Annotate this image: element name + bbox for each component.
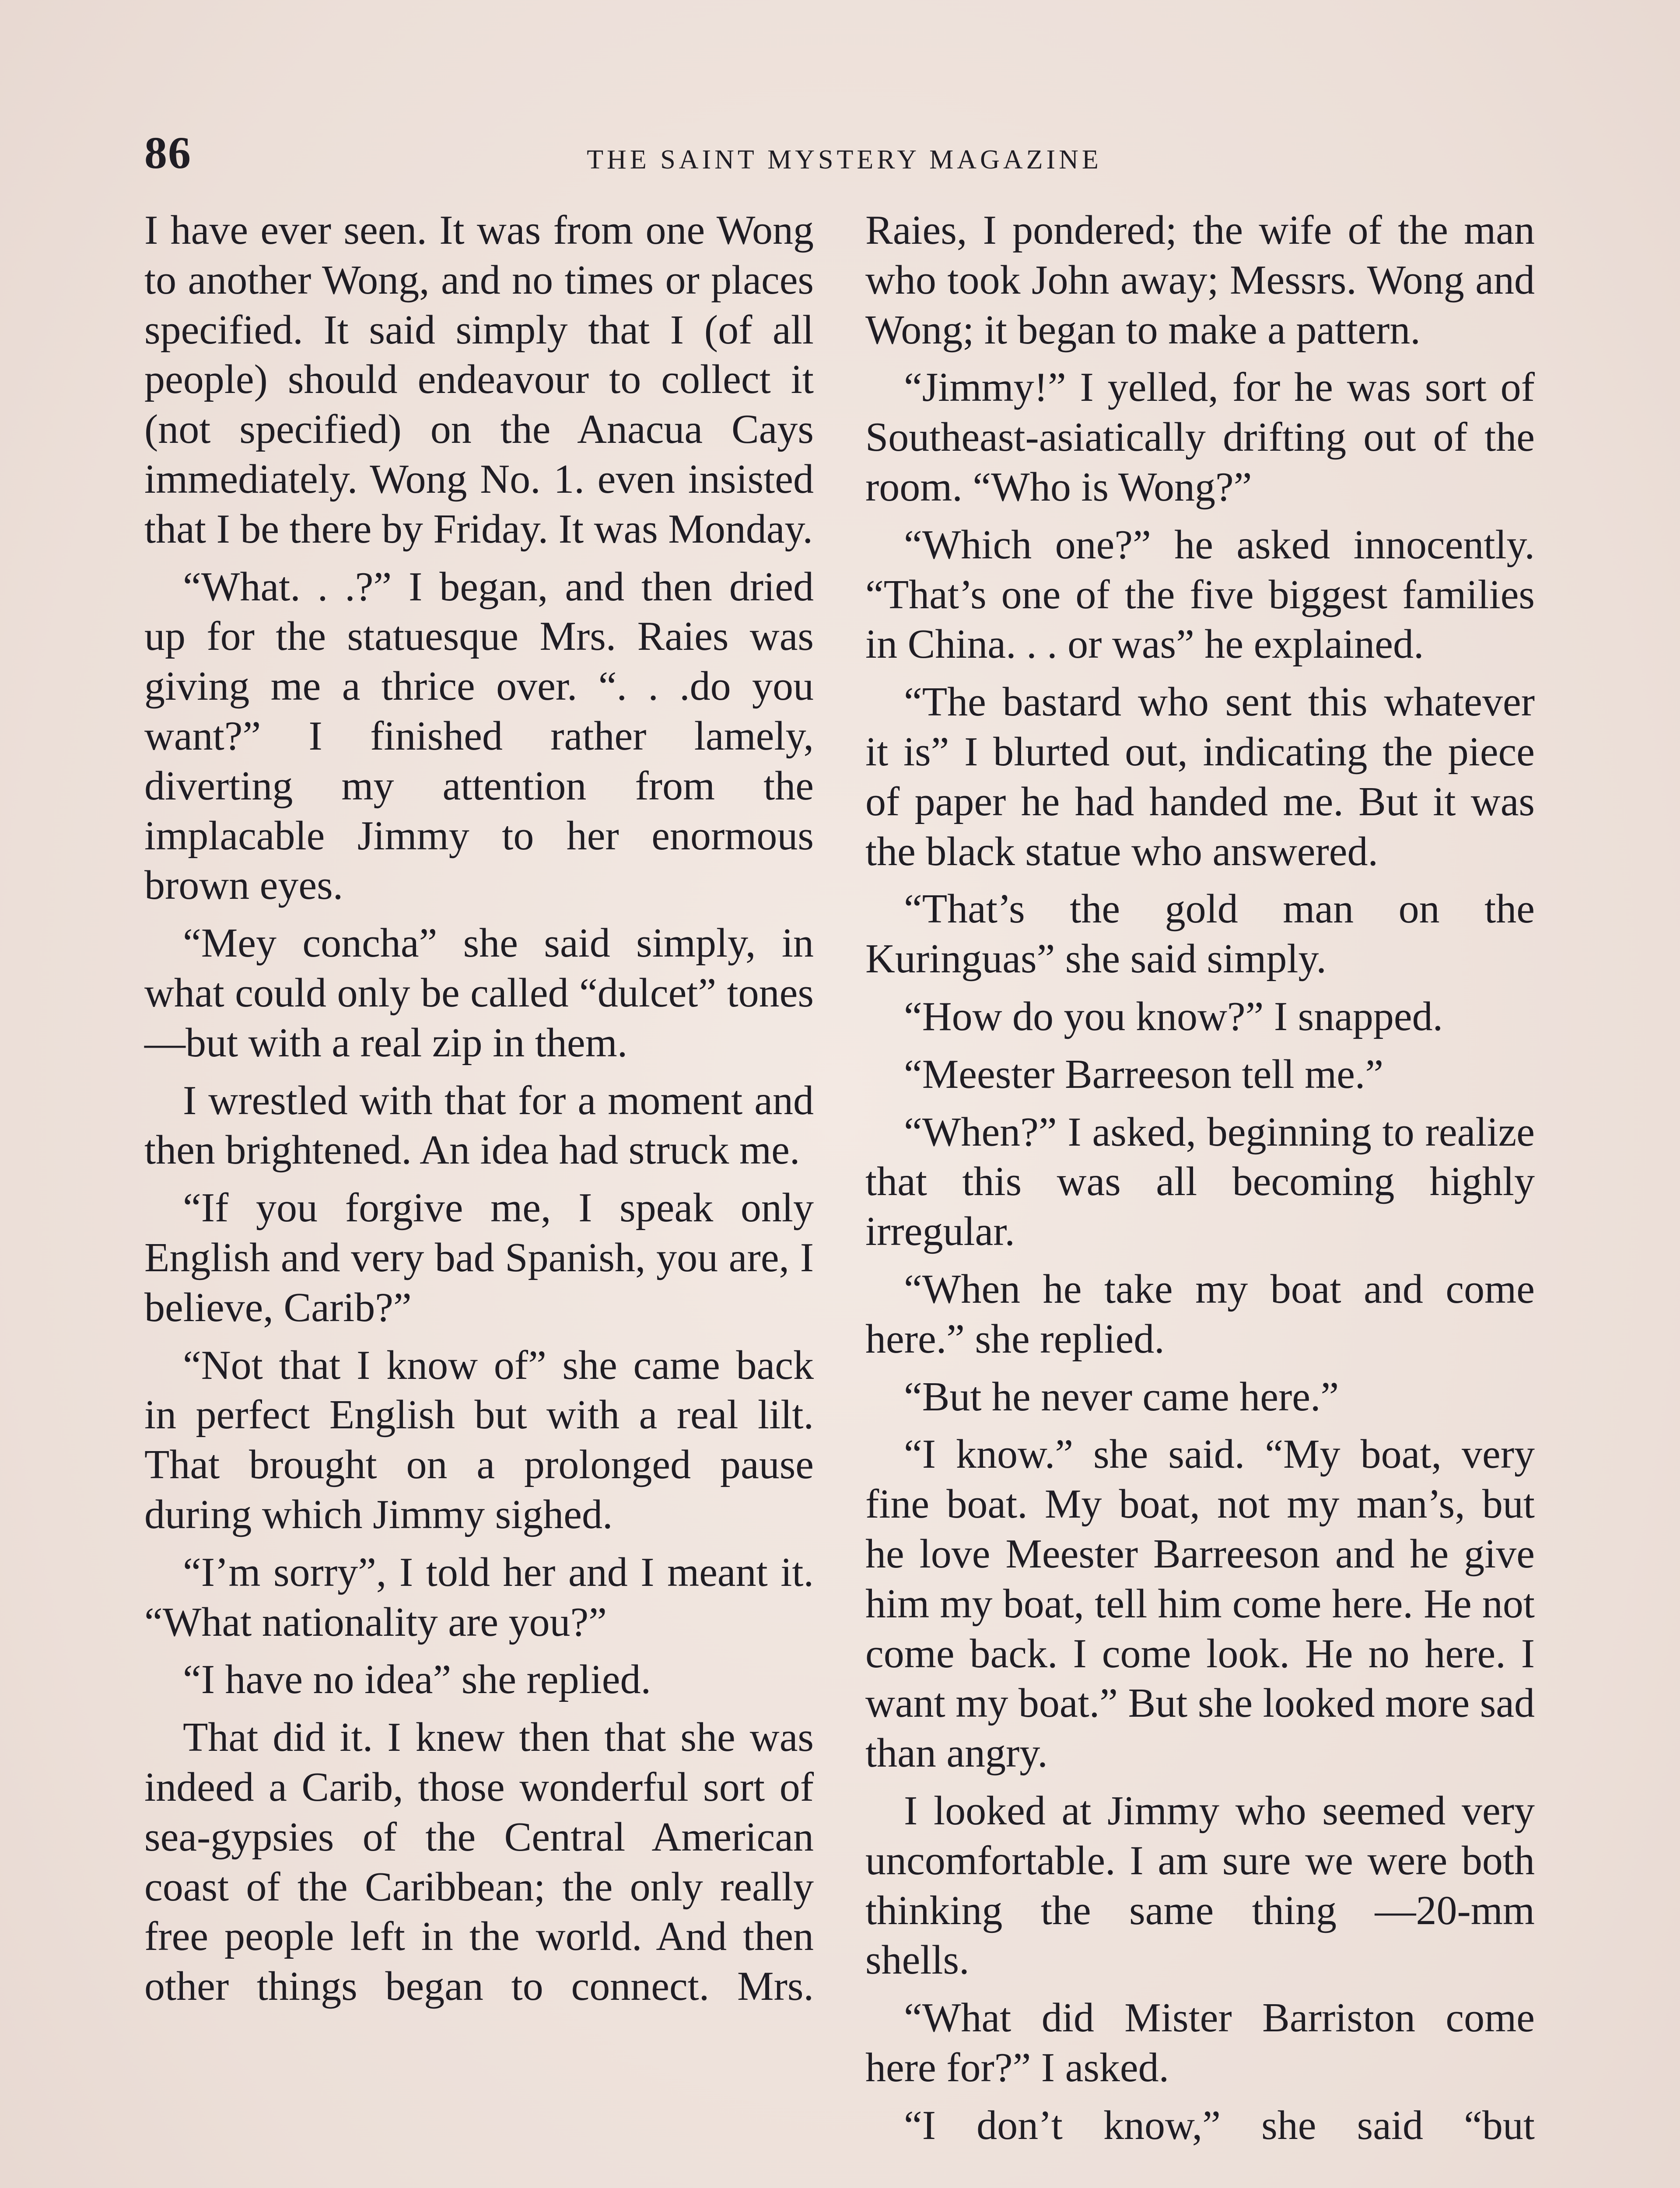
paragraph: I looked at Jimmy who seemed very uncomfortable. I am sure we were both thinking the same thing —20-mm shells. bbox=[865, 1788, 1535, 1983]
paragraph: “Meester Barreeson tell me.” bbox=[904, 1051, 1384, 1097]
right-column bbox=[865, 206, 1535, 2158]
paragraph: “I don’t know,” she said “but bbox=[904, 2102, 1535, 2148]
paragraph: “How do you know?” I snapped. bbox=[904, 993, 1443, 1039]
paragraph: “The bastard who sent this whatever it is” I blurted out, indicating the piece of paper he had handed me. But it was the black statue who answered. bbox=[865, 679, 1535, 874]
paragraph: “I know.” she said. “My boat, very fine boat. My boat, not my man’s, but he love Meester Barreeson and he give him my boat, tell him come here. He not come back. I come look. He no here. I want my boat.” But she looked more sad than angry. bbox=[865, 1431, 1535, 1776]
paragraph: “That’s the gold man on the Kuringuas” she said simply. bbox=[865, 886, 1535, 982]
paragraph: “Mey concha” she said simply, in what could only be called “dulcet” tones—but with a real zip in them. bbox=[144, 920, 814, 1066]
paragraph: “When he take my boat and come here.” she replied. bbox=[865, 1266, 1535, 1362]
paragraph: “Jimmy!” I yelled, for he was sort of Southeast-asiatically drifting out of the room. “Who is Wong?” bbox=[865, 365, 1535, 510]
running-head: THE SAINT MYSTERY MAGAZINE bbox=[587, 145, 1102, 175]
paragraph: “I’m sorry”, I told her and I meant it. “What nationality are you?” bbox=[144, 1549, 814, 1645]
paragraph: Raies, I pondered; the wife of the man who took John away; Messrs. Wong and Wong; it began to make a pattern. bbox=[865, 207, 1535, 353]
paragraph: “Which one?” he asked innocently. “That’s one of the five biggest families in China. . . or was” he explained. bbox=[865, 522, 1535, 667]
paragraph: “If you forgive me, I speak only English and very bad Spanish, you are, I believe, Carib?” bbox=[144, 1185, 814, 1330]
paragraph: That did it. I knew then that she was indeed a Carib, those wonderful sort of sea-gypsies of the Central American coast of the Caribbean; the only really free people left in the world. And then other things began to connect. Mrs. bbox=[144, 1715, 814, 2009]
paragraph: “What. . .?” I began, and then dried up for the statuesque Mrs. Raies was giving me a thrice over. “. . .do you want?” I finished rather lamely, diverting my attention from the implacable Jimmy to her enormous brown eyes. bbox=[144, 564, 814, 908]
paragraph: I have ever seen. It was from one Wong to another Wong, and no times or places specified. It said simply that I (of all people) should endeavour to collect it (not specified) on the Anacua Cays immediately. Wong No. 1. even insisted that I be there by Friday. It was Monday. bbox=[144, 207, 814, 552]
paragraph: “But he never came here.” bbox=[904, 1374, 1339, 1420]
page-number: 86 bbox=[144, 128, 192, 178]
paragraph: “What did Mister Barriston come here for?” I asked. bbox=[865, 1995, 1535, 2090]
paragraph: I wrestled with that for a moment and then brightened. An idea had struck me. bbox=[144, 1077, 814, 1173]
paragraph: “I have no idea” she replied. bbox=[183, 1657, 651, 1703]
paragraph: “Not that I know of” she came back in perfect English but with a real lilt. That brought on a prolonged pause during which Jimmy sighed. bbox=[144, 1342, 814, 1537]
left-column bbox=[144, 206, 814, 2020]
paragraph: “When?” I asked, beginning to realize that this was all becoming highly irregular. bbox=[865, 1109, 1535, 1255]
